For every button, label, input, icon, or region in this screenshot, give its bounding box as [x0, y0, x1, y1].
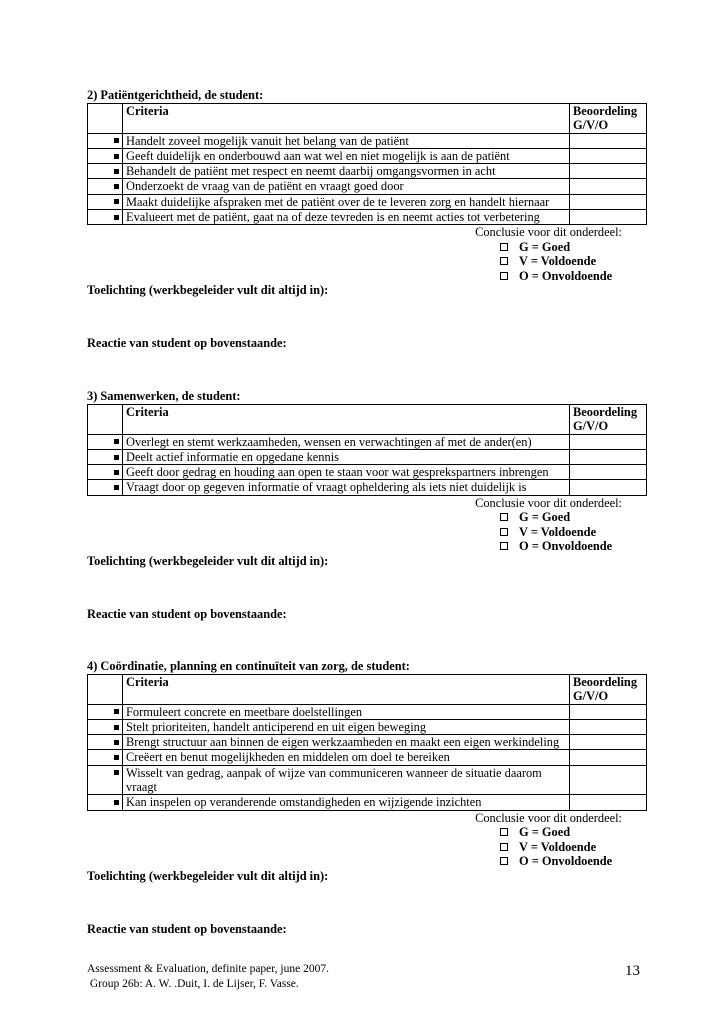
score-cell[interactable]	[570, 148, 647, 163]
section-coordinatie	[87, 659, 647, 937]
score-cell[interactable]	[570, 179, 647, 194]
table-row: Geeft door gedrag en houding aan open te staan voor wat gesprekspartners inbrengen	[88, 465, 647, 480]
bullet-icon	[114, 169, 119, 174]
option-voldoende[interactable]: V = Voldoende	[87, 840, 647, 855]
checkbox-icon[interactable]	[500, 857, 508, 865]
option-onvoldoende[interactable]: O = Onvoldoende	[87, 269, 647, 284]
reactie-label: Reactie van student op bovenstaande:	[87, 606, 287, 621]
table-row: Behandelt de patiënt met respect en neemt daarbij omgangsvormen in acht	[88, 164, 647, 179]
table-row: Maakt duidelijke afspraken met de patiënt over de te leveren zorg en handelt hiernaar	[88, 194, 647, 209]
table-row: Evalueert met de patiënt, gaat na of deze tevreden is en neemt acties tot verbetering	[88, 210, 647, 225]
bullet-icon	[114, 725, 119, 730]
conclusion-block	[87, 496, 647, 554]
table-row: Onderzoekt de vraag van de patiënt en vraagt goed door	[88, 179, 647, 194]
bullet-icon	[114, 770, 119, 775]
conclusion-label: Conclusie voor dit onderdeel:	[475, 495, 622, 510]
checkbox-icon[interactable]	[500, 513, 508, 521]
table-row: Wisselt van gedrag, aanpak of wijze van communiceren wanneer de situatie daarom vraagt	[88, 765, 647, 795]
table-row: Vraagt door op gegeven informatie of vraagt opheldering als iets niet duidelijk is	[88, 480, 647, 495]
criteria-header: Criteria	[123, 405, 570, 435]
score-cell[interactable]	[570, 164, 647, 179]
score-cell[interactable]	[570, 765, 647, 795]
reactie-label: Reactie van student op bovenstaande:	[87, 921, 287, 936]
checkbox-icon[interactable]	[500, 843, 508, 851]
option-voldoende[interactable]: V = Voldoende	[87, 254, 647, 269]
conclusion-block	[87, 225, 647, 283]
option-onvoldoende[interactable]: O = Onvoldoende	[87, 854, 647, 869]
table-row: Stelt prioriteiten, handelt anticiperend en uit eigen beweging	[88, 719, 647, 734]
toelichting-label: Toelichting (werkbegeleider vult dit altijd in):	[87, 283, 329, 298]
footer-line-2: Group 26b: A. W. .Duit, I. de Lijser, F. Vasse.	[87, 978, 299, 990]
toelichting-label: Toelichting (werkbegeleider vult dit altijd in):	[87, 553, 329, 568]
checkbox-icon[interactable]	[500, 828, 508, 836]
bullet-icon	[114, 470, 119, 475]
bullet-icon	[114, 215, 119, 220]
checkbox-icon[interactable]	[500, 272, 508, 280]
score-cell[interactable]	[570, 210, 647, 225]
score-cell[interactable]	[570, 133, 647, 148]
score-cell[interactable]	[570, 194, 647, 209]
criteria-table	[87, 674, 647, 811]
table-row: Creëert en benut mogelijkheden en middelen om doel te bereiken	[88, 750, 647, 765]
table-row: Brengt structuur aan binnen de eigen werkzaamheden en maakt een eigen werkindeling	[88, 735, 647, 750]
bullet-icon	[114, 740, 119, 745]
criteria-table	[87, 404, 647, 496]
checkbox-icon[interactable]	[500, 542, 508, 550]
bullet-icon	[114, 709, 119, 714]
score-cell[interactable]	[570, 449, 647, 464]
checkbox-icon[interactable]	[500, 257, 508, 265]
option-voldoende[interactable]: V = Voldoende	[87, 525, 647, 540]
section-samenwerken	[87, 389, 647, 622]
criteria-header: Criteria	[123, 675, 570, 705]
table-row: Kan inspelen op veranderende omstandigheden en wijzigende inzichten	[88, 795, 647, 810]
section-title: 3) Samenwerken, de student:	[87, 389, 241, 403]
table-row: Geeft duidelijk en onderbouwd aan wat wel en niet mogelijk is aan de patiënt	[88, 148, 647, 163]
bullet-icon	[114, 439, 119, 444]
score-cell[interactable]	[570, 465, 647, 480]
table-row: Deelt actief informatie en opgedane kennis	[88, 449, 647, 464]
bullet-icon	[114, 755, 119, 760]
score-header: Beoordeling G/V/O	[570, 675, 647, 705]
score-cell[interactable]	[570, 735, 647, 750]
bullet-icon	[114, 800, 119, 805]
bullet-icon	[114, 154, 119, 159]
table-row: Overlegt en stemt werkzaamheden, wensen en verwachtingen af met de ander(en)	[88, 434, 647, 449]
score-cell[interactable]	[570, 795, 647, 810]
bullet-icon	[114, 138, 119, 143]
score-header: Beoordeling G/V/O	[570, 405, 647, 435]
table-row: Handelt zoveel mogelijk vanuit het belang van de patiënt	[88, 133, 647, 148]
bullet-icon	[114, 199, 119, 204]
conclusion-label: Conclusie voor dit onderdeel:	[475, 225, 622, 240]
checkbox-icon[interactable]	[500, 243, 508, 251]
score-cell[interactable]	[570, 704, 647, 719]
score-cell[interactable]	[570, 434, 647, 449]
section-title: 2) Patiëntgerichtheid, de student:	[87, 88, 264, 102]
option-onvoldoende[interactable]: O = Onvoldoende	[87, 539, 647, 554]
score-header: Beoordeling G/V/O	[570, 104, 647, 134]
page-footer	[87, 962, 329, 992]
criteria-table	[87, 103, 647, 225]
footer-line-1: Assessment & Evaluation, definite paper, june 2007.	[87, 963, 329, 975]
toelichting-label: Toelichting (werkbegeleider vult dit altijd in):	[87, 868, 329, 883]
option-goed[interactable]: G = Goed	[87, 240, 647, 255]
criteria-header: Criteria	[123, 104, 570, 134]
conclusion-block	[87, 811, 647, 869]
page-number: 13	[625, 963, 640, 979]
score-cell[interactable]	[570, 480, 647, 495]
section-patientgerichtheid	[87, 88, 647, 351]
score-cell[interactable]	[570, 750, 647, 765]
conclusion-label: Conclusie voor dit onderdeel:	[475, 810, 622, 825]
bullet-icon	[114, 184, 119, 189]
bullet-icon	[114, 455, 119, 460]
bullet-icon	[114, 485, 119, 490]
reactie-label: Reactie van student op bovenstaande:	[87, 336, 287, 351]
section-title: 4) Coördinatie, planning en continuïteit van zorg, de student:	[87, 659, 410, 673]
table-row: Formuleert concrete en meetbare doelstellingen	[88, 704, 647, 719]
score-cell[interactable]	[570, 719, 647, 734]
option-goed[interactable]: G = Goed	[87, 510, 647, 525]
checkbox-icon[interactable]	[500, 528, 508, 536]
option-goed[interactable]: G = Goed	[87, 825, 647, 840]
